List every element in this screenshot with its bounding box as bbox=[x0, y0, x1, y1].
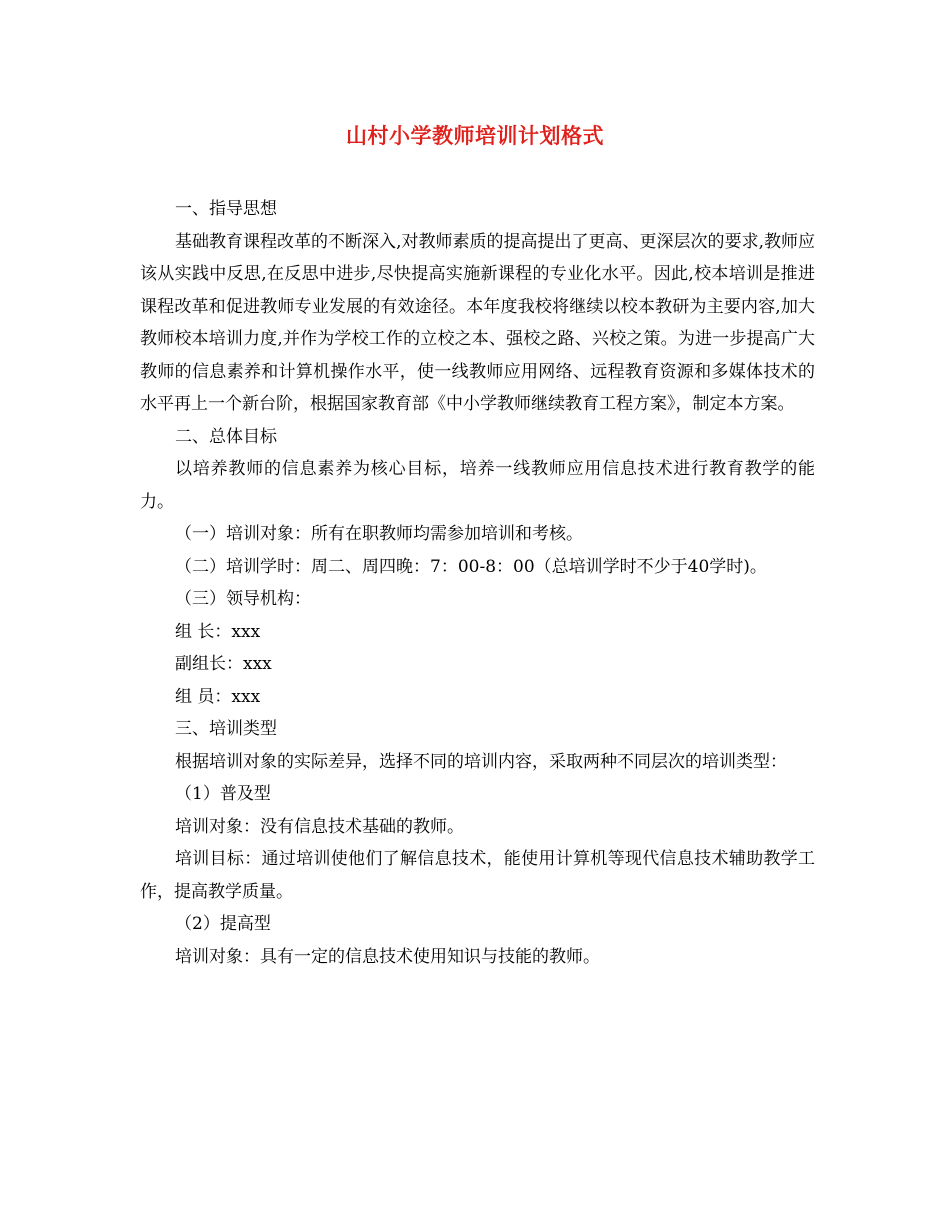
paragraph: 以培养教师的信息素养为核心目标，培养一线教师应用信息技术进行教育教学的能力。 bbox=[140, 459, 815, 512]
section-heading: 二、总体目标 bbox=[175, 426, 277, 447]
list-item: （三）领导机构： bbox=[175, 589, 311, 609]
staff-line: 组 员：xxx bbox=[175, 686, 261, 707]
list-item: （二）培训学时：周二、周四晚：7：00-8：00（总培训学时不少于40学时)。 bbox=[175, 556, 767, 577]
paragraph: 培训对象：没有信息技术基础的教师。 bbox=[175, 816, 464, 837]
paragraph: 基础教育课程改革的不断深入,对教师素质的提高提出了更高、更深层次的要求,教师应该从实践中反思,在反思中进步,尽快提高实施新课程的专业化水平。因此,校本培训是推进课程改革和促进教师专业发展的有效途径。本年度我校将继续以校本教研为主要内容,加大教师校本培训力度,并作为学校工作的立校之本、强校之路、兴校之策。为进一步提高广大教师的信息素养和计算机操作水平，使一线教师应用网络、远程教育资源和多媒体技术的水平再上一个新台阶，根据国家教育部《中小学教师继续教育工程方案》，制定本方案。 bbox=[140, 231, 815, 414]
section-heading: 三、培训类型 bbox=[175, 719, 277, 739]
paragraph: 培训对象：具有一定的信息技术使用知识与技能的教师。 bbox=[175, 946, 600, 967]
subsection-heading: （2）提高型 bbox=[175, 914, 271, 934]
subsection-heading: （1）普及型 bbox=[175, 784, 271, 804]
document-body bbox=[140, 193, 815, 973]
list-item: （一）培训对象：所有在职教师均需参加培训和考核。 bbox=[175, 524, 583, 544]
staff-line: 组 长：xxx bbox=[175, 621, 261, 642]
staff-line: 副组长：xxx bbox=[175, 654, 272, 674]
paragraph: 根据培训对象的实际差异，选择不同的培训内容，采取两种不同层次的培训类型： bbox=[175, 751, 787, 772]
paragraph: 培训目标：通过培训使他们了解信息技术，能使用计算机等现代信息技术辅助教学工作，提高教学质量。 bbox=[140, 849, 815, 902]
section-heading: 一、指导思想 bbox=[175, 199, 277, 219]
document-title: 山村小学教师培训计划格式 bbox=[346, 123, 604, 148]
